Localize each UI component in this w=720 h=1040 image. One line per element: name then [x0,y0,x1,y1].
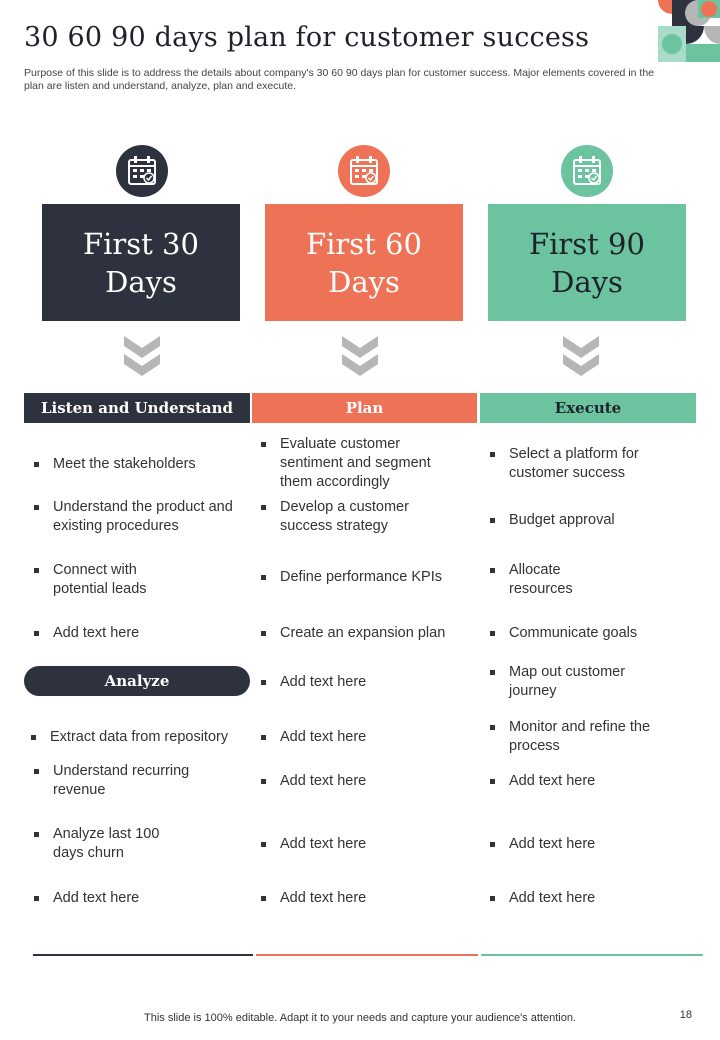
list-item [490,718,660,756]
list-item-text: Add text here [509,890,596,906]
list-item-text: Budget approval [509,512,615,528]
list-item [34,455,244,474]
list-item [490,889,690,908]
list-item [261,673,471,692]
list-item [490,663,660,701]
list-item-text: Add text here [509,836,596,852]
bullet-icon [34,896,39,901]
list-item [261,728,471,747]
list-item [261,772,471,791]
list-item [490,772,690,791]
bullet-icon [490,631,495,636]
bullet-icon [261,842,266,847]
list-item [261,498,451,536]
phase-label-line2: Days [328,264,400,299]
analyze-pill: Analyze [24,666,250,696]
list-item-text: Understand the product and existing procedures [53,499,233,534]
list-item [490,624,690,643]
phase-label-line2: Days [105,264,177,299]
header-plan: Plan [252,393,477,423]
list-item [34,498,244,536]
list-item-text: Extract data from repository [50,729,229,745]
bullet-icon [261,442,266,447]
list-item-text: Add text here [280,773,367,789]
list-item [34,561,194,599]
divider-orange [256,954,478,956]
divider-dark [33,954,253,956]
bullet-icon [261,779,266,784]
list-item-text: Create an expansion plan [280,625,446,641]
list-item [34,825,194,863]
list-item-text: Map out customer journey [509,664,626,699]
bullet-icon [261,631,266,636]
list-item-text: Understand recurring revenue [53,763,190,798]
list-item-text: Add text here [280,729,367,745]
page-title: 30 60 90 days plan for customer success [24,22,590,53]
bullet-icon [34,769,39,774]
divider-green [481,954,703,956]
list-item-text: Connect with potential leads [53,562,147,597]
list-item-text: Define performance KPIs [280,569,442,585]
bullet-icon [490,518,495,523]
list-item [490,835,690,854]
bullet-icon [490,568,495,573]
list-item-text: Communicate goals [509,625,638,641]
bullet-icon [490,896,495,901]
list-item [34,762,224,800]
phase-label-line1: First 30 [83,226,199,261]
phase-label-line2: Days [551,264,623,299]
calendar-icon-90 [561,145,613,197]
bullet-icon [490,452,495,457]
bullet-icon [34,462,39,467]
bullet-icon [490,670,495,675]
phase-box-first-30 [42,204,240,321]
list-item-text: Allocate resources [509,562,573,597]
decorative-shapes-icon [658,0,720,62]
bullet-icon [34,505,39,510]
phase-box-first-90 [488,204,686,321]
chevron-down-icon [123,334,161,378]
header-execute: Execute [480,393,696,423]
list-item-text: Select a platform for customer success [509,446,639,481]
chevron-down-icon [562,334,600,378]
list-item-text: Develop a customer success strategy [280,499,409,534]
bullet-icon [490,725,495,730]
bullet-icon [261,680,266,685]
bullet-icon [261,575,266,580]
list-item-text: Add text here [53,890,140,906]
list-item [34,889,244,908]
list-item-text: Add text here [280,890,367,906]
list-item [490,561,600,599]
bullet-icon [261,896,266,901]
list-item [261,835,471,854]
list-item-text: Add text here [280,836,367,852]
list-item [31,728,255,747]
list-item [261,889,471,908]
calendar-icon-30 [116,145,168,197]
bullet-icon [34,631,39,636]
bullet-icon [34,568,39,573]
list-item-text: Add text here [280,674,367,690]
list-item [261,435,466,492]
list-item [490,511,690,530]
list-item-text: Evaluate customer sentiment and segment them accordingly [280,436,431,490]
list-item [490,445,670,483]
list-item-text: Monitor and refine the process [509,719,651,754]
bullet-icon [490,779,495,784]
list-item-text: Add text here [53,625,140,641]
list-item-text: Add text here [509,773,596,789]
phase-box-first-60 [265,204,463,321]
calendar-icon-60 [338,145,390,197]
list-item [261,568,471,587]
list-item-text: Analyze last 100 days churn [53,826,160,861]
header-listen-understand: Listen and Understand [24,393,250,423]
chevron-down-icon [341,334,379,378]
bullet-icon [34,832,39,837]
bullet-icon [261,505,266,510]
bullet-icon [261,735,266,740]
phase-label-line1: First 90 [529,226,645,261]
bullet-icon [31,735,36,740]
phase-label-line1: First 60 [306,226,422,261]
list-item [261,624,476,643]
footer-note: This slide is 100% editable. Adapt it to your needs and capture your audience's attention. [144,1012,576,1024]
list-item-text: Meet the stakeholders [53,456,196,472]
page-subtitle: Purpose of this slide is to address the details about company's 30 60 90 days plan for customer success. Major elements covered in the plan are listen and understand, analyze, plan and execute. [24,67,655,92]
page-number: 18 [679,1009,692,1021]
bullet-icon [490,842,495,847]
list-item [34,624,244,643]
